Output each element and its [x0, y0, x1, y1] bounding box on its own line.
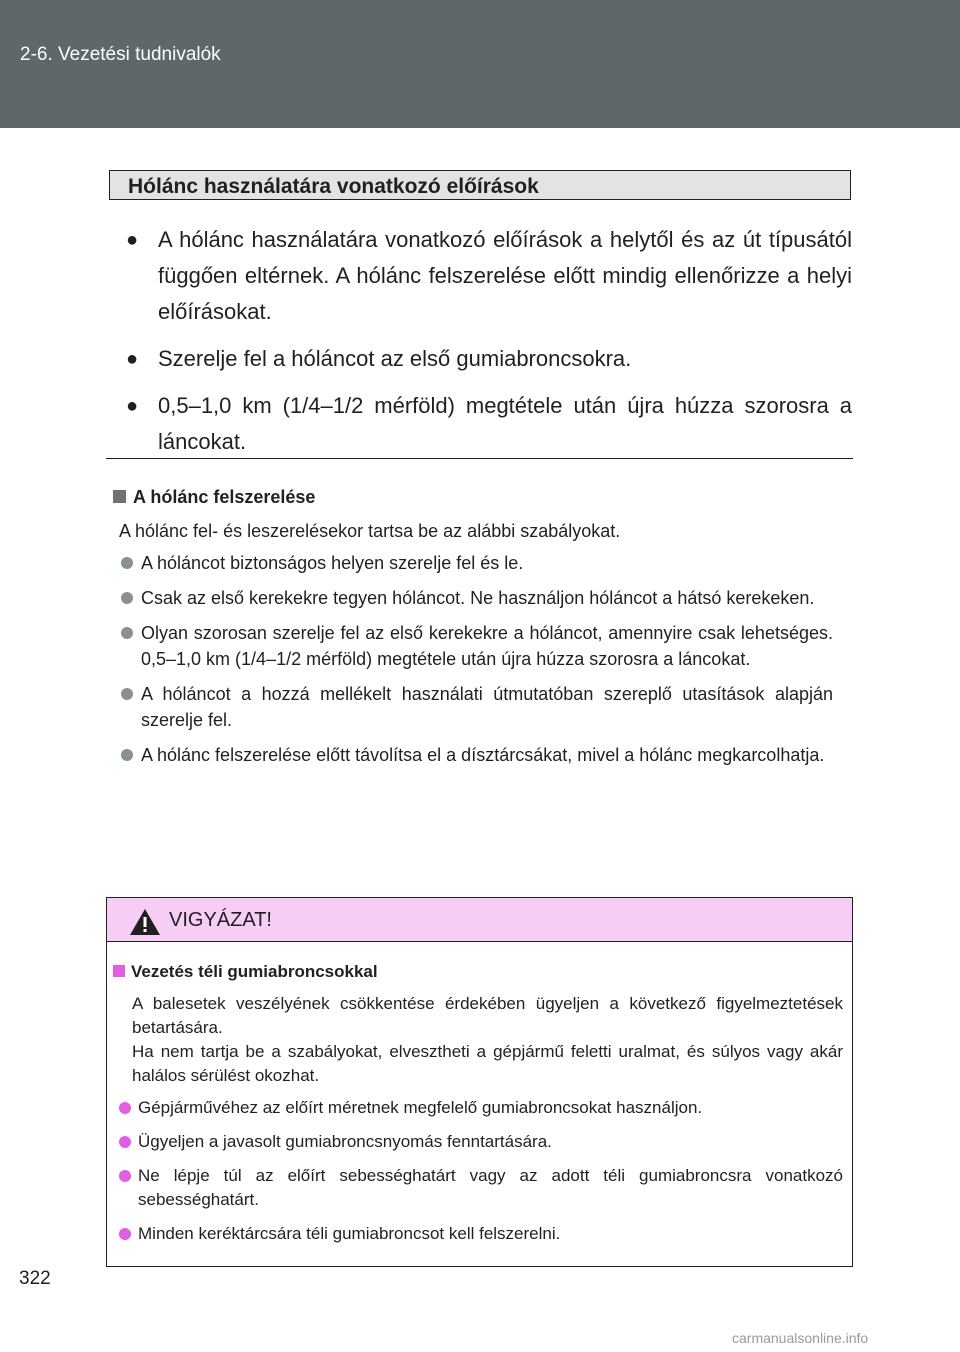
warning-title: VIGYÁZAT! — [169, 909, 272, 931]
square-bullet-icon — [113, 490, 126, 503]
warning-paragraph: A balesetek veszélyének csökkentése érdekében ügyeljen a következő figyelmeztetések betartására. — [132, 994, 843, 1037]
list-item: ● 0,5–1,0 km (1/4–1/2 mérföld) megtétele után újra húzza szorosra a láncokat. — [126, 388, 852, 460]
section-title: 2-6. Vezetési tudnivalók — [20, 44, 221, 65]
install-intro: A hólánc fel- és leszerelésekor tartsa be az alábbi szabályokat. — [119, 521, 621, 541]
list-item: Gépjárművéhez az előírt méretnek megfelelő gumiabroncsokat használjon. — [119, 1096, 843, 1120]
list-item: A hóláncot a hozzá mellékelt használati útmutatóban szereplő utasítások alapján szerelje fel. — [121, 681, 833, 733]
warning-heading: Vezetés téli gumiabroncsokkal — [113, 960, 843, 984]
bullet-icon — [121, 688, 133, 700]
warning-header — [107, 898, 852, 942]
warning-box — [106, 897, 853, 1267]
bullet-icon — [119, 1170, 131, 1182]
list-item: A hóláncot biztonságos helyen szerelje fel és le. — [121, 550, 833, 576]
list-item: Ügyeljen a javasolt gumiabroncsnyomás fenntartására. — [119, 1130, 843, 1154]
bullet-icon — [119, 1228, 131, 1240]
bullet-icon — [121, 627, 133, 639]
bullet-icon — [119, 1102, 131, 1114]
bullet-icon: ● — [126, 395, 139, 417]
bullet-icon — [121, 557, 133, 569]
bullet-icon — [121, 592, 133, 604]
bullet-icon — [121, 749, 133, 761]
square-bullet-icon — [113, 965, 125, 977]
list-item: ● Szerelje fel a hóláncot az első gumiabroncsokra. — [126, 341, 852, 377]
bullet-icon — [119, 1136, 131, 1148]
list-item: Ne lépje túl az előírt sebességhatárt vagy az adott téli gumiabroncsra vonatkozó sebességhatárt. — [119, 1164, 843, 1212]
list-item: Csak az első kerekekre tegyen hóláncot. Ne használjon hóláncot a hátsó kerekeken. — [121, 585, 833, 611]
warning-body — [113, 960, 843, 1256]
install-heading: A hólánc felszerelése — [113, 484, 833, 510]
list-item: A hólánc felszerelése előtt távolítsa el a dísztárcsákat, mivel a hólánc megkarcolhatja. — [121, 742, 833, 768]
bullet-icon: ● — [126, 348, 139, 370]
warning-triangle-icon — [129, 908, 161, 936]
rules-list — [126, 222, 852, 471]
list-item: Olyan szorosan szerelje fel az első kerekekre a hóláncot, amennyire csak lehetséges. 0,5–1,0 km (1/4–1/2 mérföld) megtétele után újra húzza szorosra a láncokat. — [121, 620, 833, 672]
rules-title: Hólánc használatára vonatkozó előírások — [128, 175, 539, 198]
rules-title-box — [109, 170, 851, 200]
install-section — [113, 484, 833, 777]
page-number: 322 — [19, 1268, 51, 1289]
install-list — [113, 550, 833, 768]
list-item: ● A hólánc használatára vonatkozó előírások a helytől és az út típusától függően eltérnek. A hólánc felszerelése előtt mindig ellenőrizze a helyi előírásokat. — [126, 222, 852, 330]
list-item: Minden keréktárcsára téli gumiabroncsot kell felszerelni. — [119, 1222, 843, 1246]
warning-paragraph: Ha nem tartja be a szabályokat, elvesztheti a gépjármű feletti uralmat, és súlyos vagy akár halálos sérülést okozhat. — [132, 1042, 843, 1085]
warning-list — [113, 1096, 843, 1246]
page-header — [0, 0, 960, 128]
watermark: carmanualsonline.info — [732, 1330, 869, 1346]
divider — [106, 458, 853, 459]
bullet-icon: ● — [126, 229, 139, 251]
